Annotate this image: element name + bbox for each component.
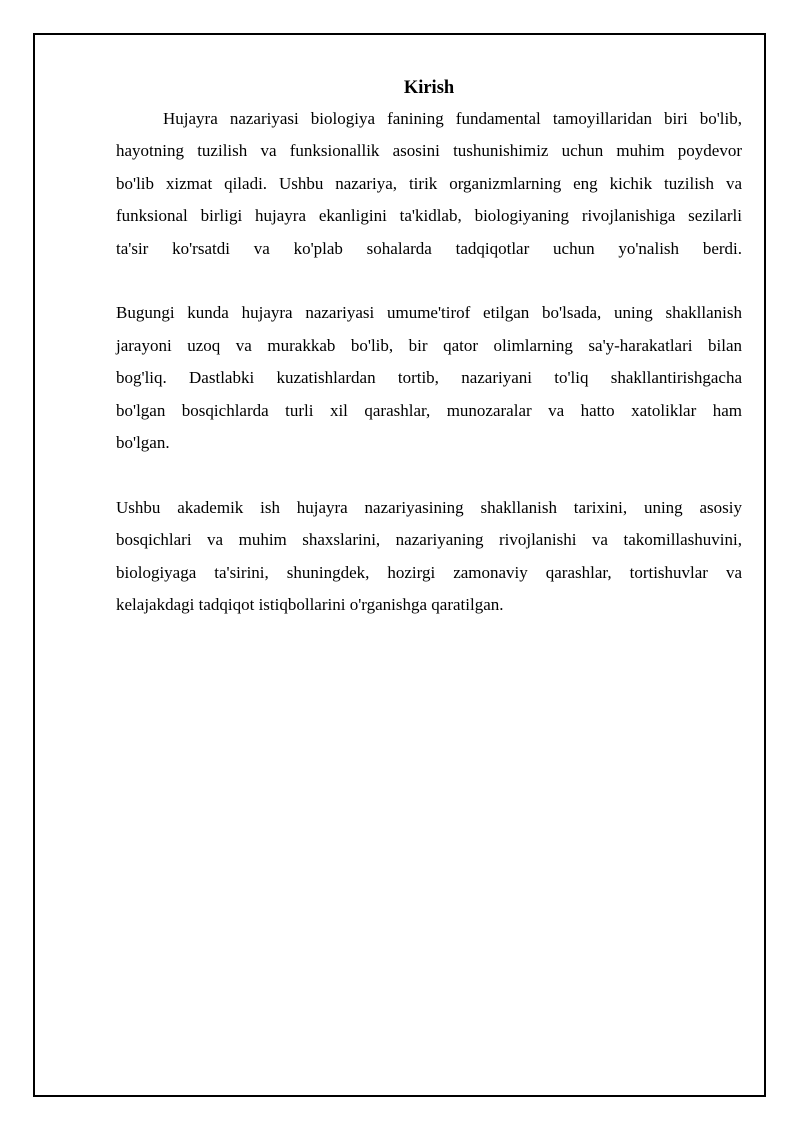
page-title: Kirish: [403, 78, 455, 98]
paragraph-3: [116, 492, 742, 622]
paragraph-line: ta'sir ko'rsatdi va ko'plab sohalarda tadqiqotlar uchun yo'nalish berdi.: [116, 238, 742, 258]
paragraph-line: biologiyaga ta'sirini, shuningdek, hozirgi zamonaviy qarashlar, tortishuvlar va: [116, 562, 742, 582]
paragraph-line: jarayoni uzoq va murakkab bo'lib, bir qator olimlarning sa'y-harakatlari bilan: [116, 335, 742, 355]
paragraph-line: bog'liq. Dastlabki kuzatishlardan tortib, nazariyani to'liq shakllantirishgacha: [116, 368, 742, 388]
paragraph-line: bosqichlari va muhim shaxslarini, nazariyaning rivojlanishi va takomillashuvini,: [116, 530, 742, 550]
paragraph-line: bo'lgan.: [116, 433, 170, 453]
paragraph-line: bo'lib xizmat qiladi. Ushbu nazariya, tirik organizmlarning eng kichik tuzilish va: [116, 173, 742, 193]
paragraph-line: bo'lgan bosqichlarda turli xil qarashlar, munozaralar va hatto xatoliklar ham: [116, 400, 742, 420]
paragraph-line: Hujayra nazariyasi biologiya fanining fundamental tamoyillaridan biri bo'lib,: [163, 109, 742, 128]
document-body: [116, 73, 742, 621]
paragraph-line: kelajakdagi tadqiqot istiqbollarini o'rganishga qaratilgan.: [116, 595, 504, 615]
paragraph-line: funksional birligi hujayra ekanligini ta'kidlab, biologiyaning rivojlanishiga sezilarli: [116, 206, 742, 226]
paragraph-line: hayotning tuzilish va funksionallik asosini tushunishimiz uchun muhim poydevor: [116, 141, 742, 161]
paragraph-1: [116, 103, 742, 265]
paragraph-line: Bugungi kunda hujayra nazariyasi umume'tirof etilgan bo'lsada, uning shakllanish: [116, 303, 742, 323]
paragraph-line: Ushbu akademik ish hujayra nazariyasining shakllanish tarixini, uning asosiy: [116, 497, 742, 517]
paragraph-2: [116, 297, 742, 459]
